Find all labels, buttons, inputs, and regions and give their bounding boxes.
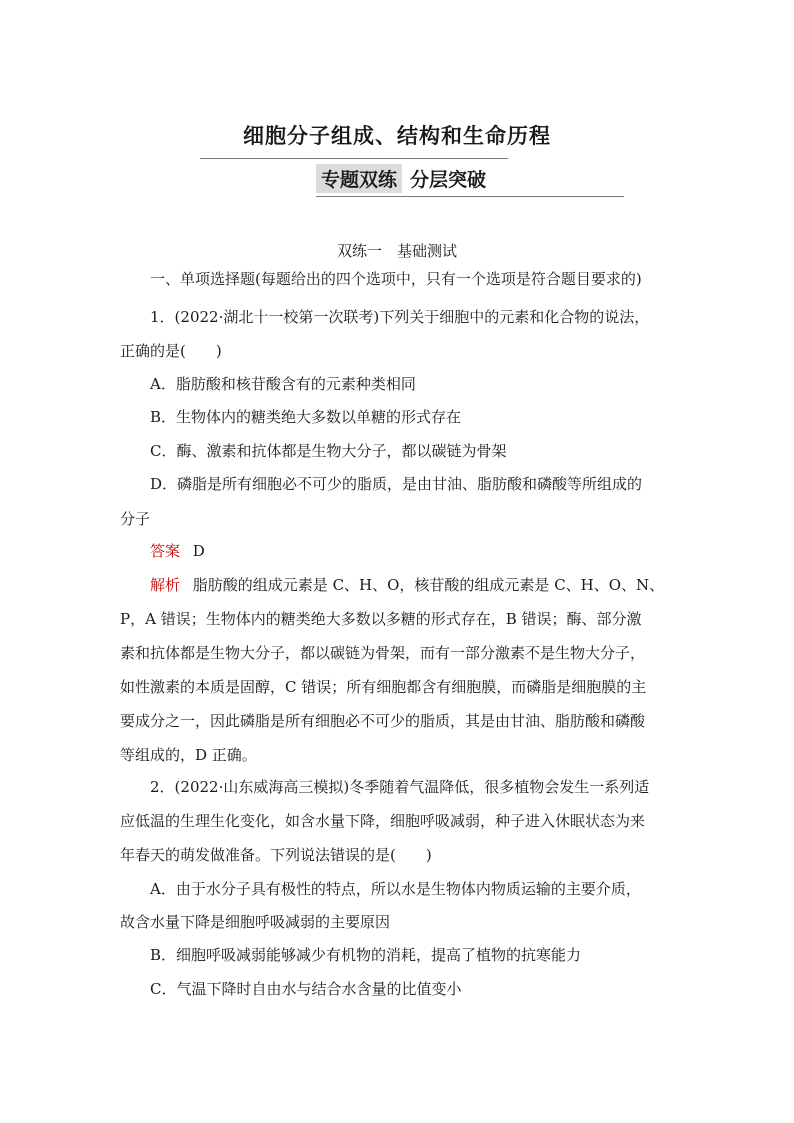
section-title: 双练一 基础测试 [336, 242, 457, 260]
subtitle-right: 分层突破 [410, 168, 487, 191]
q2-option-c: C．气温下降时自由水与结合水含量的比值变小 [150, 980, 462, 998]
q2-stem-line1: 2．(2022·山东威海高三模拟)冬季随着气温降低，很多植物会发生一系列适 [150, 778, 650, 796]
q1-option-d-line1: D．磷脂是所有细胞必不可少的脂质，是由甘油、脂肪酸和磷酸等所组成的 [150, 475, 643, 493]
analysis-label: 解析 [150, 576, 181, 594]
q2-option-b: B．细胞呼吸减弱能够减少有机物的消耗，提高了植物的抗寒能力 [150, 946, 582, 964]
answer-label: 答案 [150, 542, 181, 560]
q1-option-d-line2: 分子 [120, 510, 151, 528]
q2-option-a-line1: A．由于水分子具有极性的特点，所以水是生物体内物质运输的主要介质， [150, 880, 641, 898]
q1-option-b: B．生物体内的糖类绝大多数以单糖的形式存在 [150, 408, 462, 426]
q1-stem-line1: 1．(2022·湖北十一校第一次联考)下列关于细胞中的元素和化合物的说法， [150, 308, 650, 326]
q1-option-a: A．脂肪酸和核苷酸含有的元素种类相同 [150, 375, 416, 393]
title-divider-bottom [316, 196, 624, 197]
analysis-text-1: 脂肪酸的组成元素是 C、H、O，核苷酸的组成元素是 C、H、O、N、 [192, 576, 665, 594]
q2-option-a-line2: 故含水量下降是细胞呼吸减弱的主要原因 [120, 913, 391, 931]
q1-analysis-line5: 要成分之一，因此磷脂是所有细胞必不可少的脂质，其是由甘油、脂肪酸和磷酸 [120, 712, 646, 730]
q1-analysis-line3: 素和抗体都是生物大分子，都以碳链为骨架，而有一部分激素不是生物大分子， [120, 644, 646, 662]
instruction-text: 一、单项选择题(每题给出的四个选项中，只有一个选项是符合题目要求的) [150, 270, 642, 288]
q2-stem-line3: 年春天的萌发做准备。下列说法错误的是( ) [120, 846, 432, 864]
q1-analysis-line6: 等组成的，D 正确。 [120, 746, 257, 764]
q1-analysis-line4: 如性激素的本质是固醇，C 错误；所有细胞都含有细胞膜，而磷脂是细胞膜的主 [120, 678, 647, 696]
q1-option-c: C．酶、激素和抗体都是生物大分子，都以碳链为骨架 [150, 442, 507, 460]
answer-value: D [192, 542, 205, 560]
title-divider-top [200, 158, 508, 159]
q1-analysis-line1 [150, 574, 664, 595]
q1-analysis-line2: P，A 错误；生物体内的糖类绝大多数以多糖的形式存在，B 错误；酶、部分激 [120, 610, 642, 628]
page-title: 细胞分子组成、结构和生命历程 [243, 123, 551, 148]
subtitle-banner [316, 164, 486, 192]
q1-answer [150, 540, 205, 561]
subtitle-left: 专题双练 [316, 164, 402, 193]
q2-stem-line2: 应低温的生理生化变化，如含水量下降，细胞呼吸减弱，种子进入休眠状态为来 [120, 812, 646, 830]
q1-stem-line2: 正确的是( ) [120, 342, 222, 360]
